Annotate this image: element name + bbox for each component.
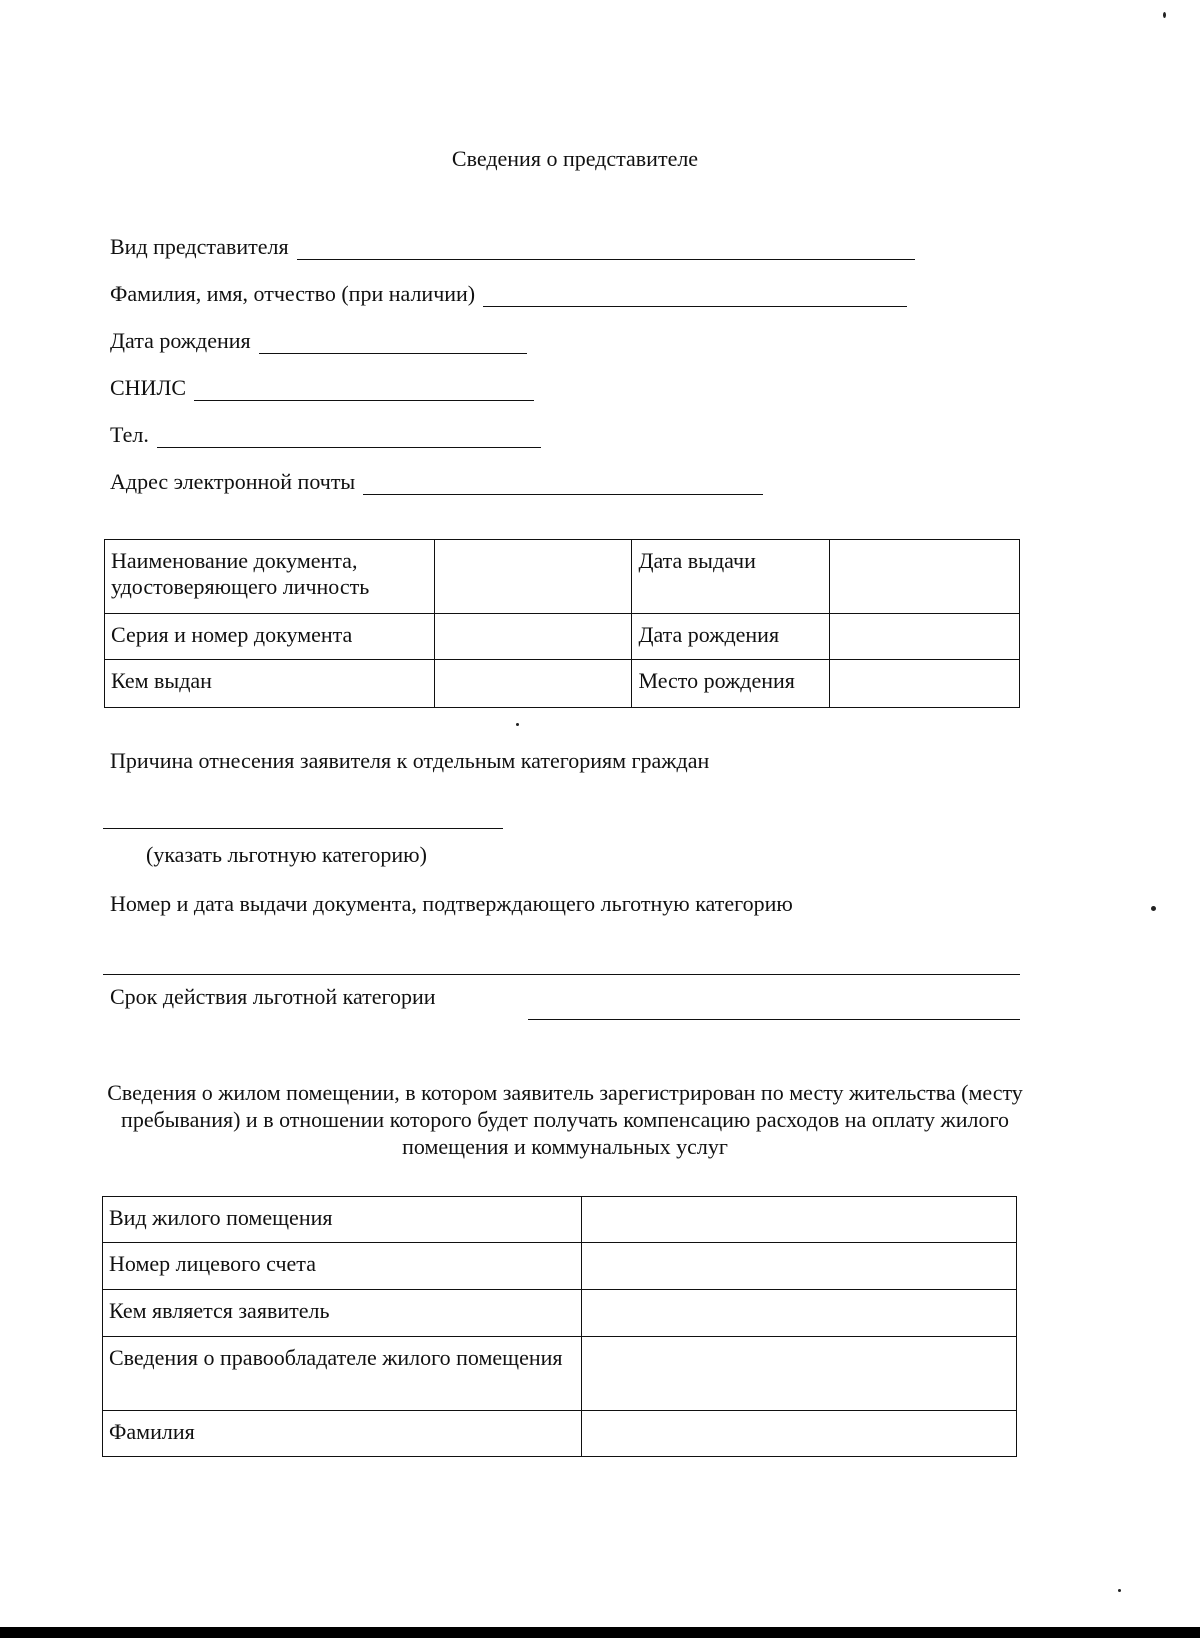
snils-label: СНИЛС [110,375,187,400]
email-field [110,469,763,495]
table-row [105,660,1020,708]
scan-speck [1163,12,1166,18]
birth-date-label: Дата рождения [110,328,251,353]
snils-input[interactable] [194,378,534,401]
scan-edge-bar [0,1627,1200,1638]
table-row [103,1243,1017,1290]
surname-label: Фамилия [103,1411,582,1457]
housing-section-title: Сведения о жилом помещении, в котором заявитель зарегистрирован по месту жительства (месту пребывания) и в отношении которого будет получать компенсацию расходов на оплату жилого помещения и коммунальных услуг [107,1080,1023,1159]
table-row [103,1290,1017,1337]
owner-info-value[interactable] [581,1337,1016,1411]
scan-speck [1118,1589,1121,1592]
benefit-validity-input[interactable] [528,1019,1020,1020]
doc-name-value[interactable] [434,540,632,614]
surname-value[interactable] [581,1411,1016,1457]
housing-type-label: Вид жилого помещения [103,1197,582,1243]
benefit-doc-input[interactable] [103,974,1020,975]
email-label: Адрес электронной почты [110,469,356,494]
series-number-value[interactable] [434,614,632,660]
benefit-validity-label: Срок действия льготной категории [110,984,436,1009]
doc-birth-date-value[interactable] [830,614,1020,660]
id-document-table [104,539,1020,708]
page-title: Сведения о представителе [451,146,699,171]
issue-date-label: Дата выдачи [632,540,830,614]
email-input[interactable] [363,472,763,495]
housing-type-value[interactable] [581,1197,1016,1243]
benefit-category-input[interactable] [103,828,503,829]
account-number-value[interactable] [581,1243,1016,1290]
birth-place-label: Место рождения [632,660,830,708]
issued-by-label: Кем выдан [105,660,435,708]
doc-name-label: Наименование документа, удостоверяющего личность [105,540,435,614]
full-name-field [110,281,907,307]
applicant-role-label: Кем является заявитель [103,1290,582,1337]
account-number-label: Номер лицевого счета [103,1243,582,1290]
owner-info-label: Сведения о правообладателе жилого помещения [103,1337,582,1411]
phone-field [110,422,541,448]
phone-input[interactable] [157,425,541,448]
snils-field [110,375,534,401]
benefit-category-hint: (указать льготную категорию) [146,842,427,867]
issue-date-value[interactable] [830,540,1020,614]
table-row [103,1197,1017,1243]
benefit-doc-label: Номер и дата выдачи документа, подтверждающего льготную категорию [110,891,793,916]
birth-date-input[interactable] [259,331,527,354]
issued-by-value[interactable] [434,660,632,708]
table-row [103,1411,1017,1457]
benefit-reason-label: Причина отнесения заявителя к отдельным категориям граждан [110,748,710,773]
full-name-label: Фамилия, имя, отчество (при наличии) [110,281,476,306]
phone-label: Тел. [110,422,149,447]
table-row [103,1337,1017,1411]
applicant-role-value[interactable] [581,1290,1016,1337]
full-name-input[interactable] [483,284,907,307]
doc-birth-date-label: Дата рождения [632,614,830,660]
table-row [105,540,1020,614]
birth-date-field [110,328,527,354]
scan-speck [1151,906,1156,911]
table-row [105,614,1020,660]
birth-place-value[interactable] [830,660,1020,708]
series-number-label: Серия и номер документа [105,614,435,660]
rep-type-input[interactable] [297,237,915,260]
scan-speck [516,723,519,726]
rep-type-field [110,234,915,260]
rep-type-label: Вид представителя [110,234,289,259]
housing-table [102,1196,1017,1457]
